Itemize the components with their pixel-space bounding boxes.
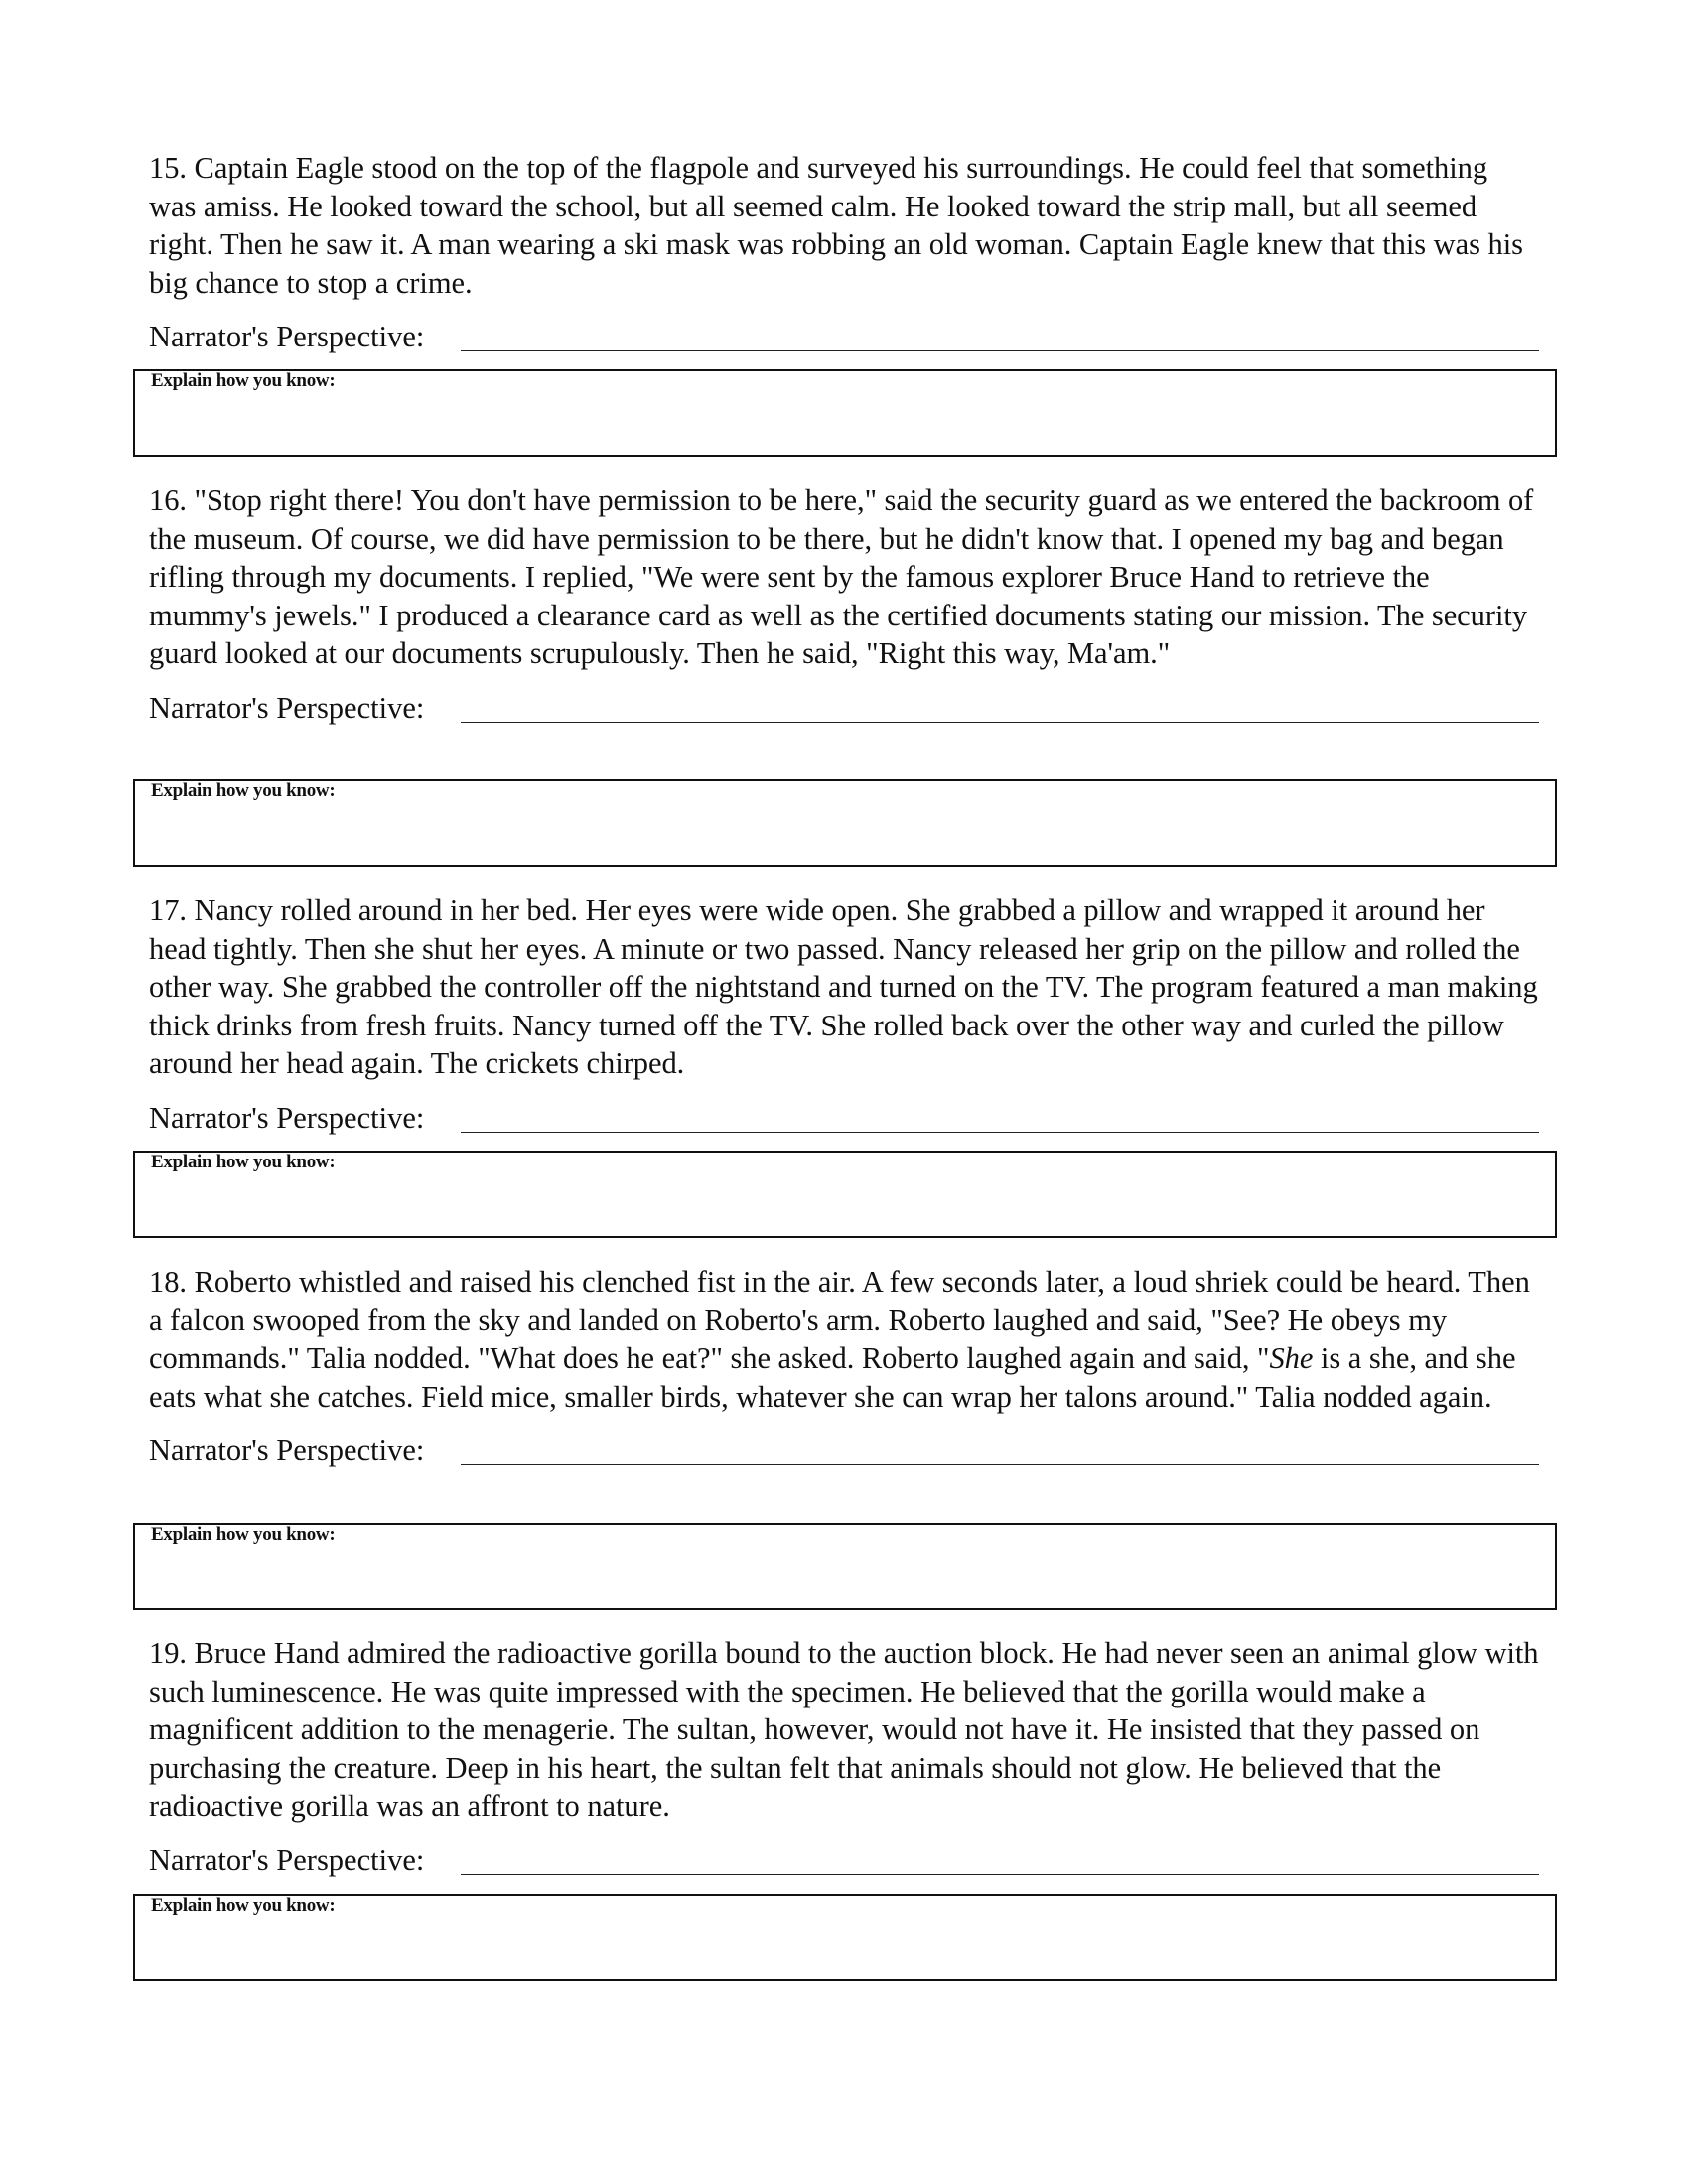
question-19-answer-line[interactable] bbox=[461, 1874, 1539, 1875]
question-16-passage: 16. "Stop right there! You don't have permission to be here," said the security guard as we entered the backroom of the museum. Of course, we did have permission to be there, but he didn't know that. I opened my bag and began rifling through my documents. I replied, "We were sent by the famous explorer Bruce Hand to retrieve the mummy's jewels." I produced a clearance card as well as the certified documents stating our mission. The security guard looked at our documents scrupulously. Then he said, "Right this way, Ma'am." bbox=[149, 483, 1534, 670]
question-15 bbox=[149, 149, 1559, 391]
narrator-perspective-label: Narrator's Perspective: bbox=[149, 1100, 425, 1135]
question-19 bbox=[149, 1634, 1559, 1916]
question-19-passage: 19. Bruce Hand admired the radioactive gorilla bound to the auction block. He had never seen an animal glow with such luminescence. He was quite impressed with the specimen. He believed that the gorilla would make a magnificent addition to the menagerie. The sultan, however, would not have it. He insisted that they passed on purchasing the creature. Deep in his heart, the sultan felt that animals should not glow. He believed that the radioactive gorilla was an affront to nature. bbox=[149, 1636, 1539, 1823]
question-18 bbox=[149, 1263, 1559, 1545]
narrator-perspective-label: Narrator's Perspective: bbox=[149, 1433, 425, 1467]
narrator-perspective-label: Narrator's Perspective: bbox=[149, 690, 425, 725]
explain-label: Explain how you know: bbox=[151, 370, 336, 391]
question-19-answer-row bbox=[149, 1842, 1539, 1881]
question-17-answer-line[interactable] bbox=[461, 1132, 1539, 1133]
question-16-explain-box[interactable] bbox=[133, 779, 1557, 867]
question-18-answer-row bbox=[149, 1432, 1539, 1471]
explain-label: Explain how you know: bbox=[151, 1152, 336, 1172]
question-15-passage: 15. Captain Eagle stood on the top of the flagpole and surveyed his surroundings. He could feel that something was amiss. He looked toward the school, but all seemed calm. He looked toward the strip mall, but all seemed right. Then he saw it. A man wearing a ski mask was robbing an old woman. Captain Eagle knew that this was his big chance to stop a crime. bbox=[149, 151, 1523, 300]
question-16-answer-line[interactable] bbox=[461, 722, 1539, 723]
question-17-answer-row bbox=[149, 1099, 1539, 1139]
question-17 bbox=[149, 891, 1559, 1172]
narrator-perspective-label: Narrator's Perspective: bbox=[149, 1843, 425, 1877]
question-16-answer-row bbox=[149, 689, 1539, 729]
question-18-answer-line[interactable] bbox=[461, 1464, 1539, 1465]
narrator-perspective-label: Narrator's Perspective: bbox=[149, 320, 425, 353]
question-18-passage-emphasis: She bbox=[1269, 1341, 1314, 1375]
question-18-passage-end: is a she, and she eats what she catches. Field mice, smaller birds, whatever she can wrap her talons around." Talia nodded again. bbox=[149, 1341, 1516, 1414]
question-16 bbox=[149, 481, 1559, 801]
explain-label: Explain how you know: bbox=[151, 780, 336, 801]
question-18-passage bbox=[149, 1263, 1539, 1416]
explain-label: Explain how you know: bbox=[151, 1524, 336, 1545]
question-15-answer-row bbox=[149, 318, 1539, 357]
question-19-explain-box[interactable] bbox=[133, 1894, 1557, 1981]
question-15-explain-box[interactable] bbox=[133, 369, 1557, 457]
explain-label: Explain how you know: bbox=[151, 1895, 336, 1916]
question-17-explain-box[interactable] bbox=[133, 1151, 1557, 1238]
question-18-explain-box[interactable] bbox=[133, 1523, 1557, 1610]
question-18-passage-start: 18. Roberto whistled and raised his clenched fist in the air. A few seconds later, a loud shriek could be heard. Then a falcon swooped from the sky and landed on Roberto's arm. Roberto laughed and said, "See? He obeys my commands." Talia nodded. "What does he eat?" she asked. Roberto laughed again and said, " bbox=[149, 1265, 1530, 1375]
question-15-answer-line[interactable] bbox=[461, 350, 1539, 351]
question-17-passage: 17. Nancy rolled around in her bed. Her eyes were wide open. She grabbed a pillow and wrapped it around her head tightly. Then she shut her eyes. A minute or two passed. Nancy released her grip on the pillow and rolled the other way. She grabbed the controller off the nightstand and turned on the TV. The program featured a man making thick drinks from fresh fruits. Nancy turned off the TV. She rolled back over the other way and curled the pillow around her head again. The crickets chirped. bbox=[149, 893, 1538, 1080]
